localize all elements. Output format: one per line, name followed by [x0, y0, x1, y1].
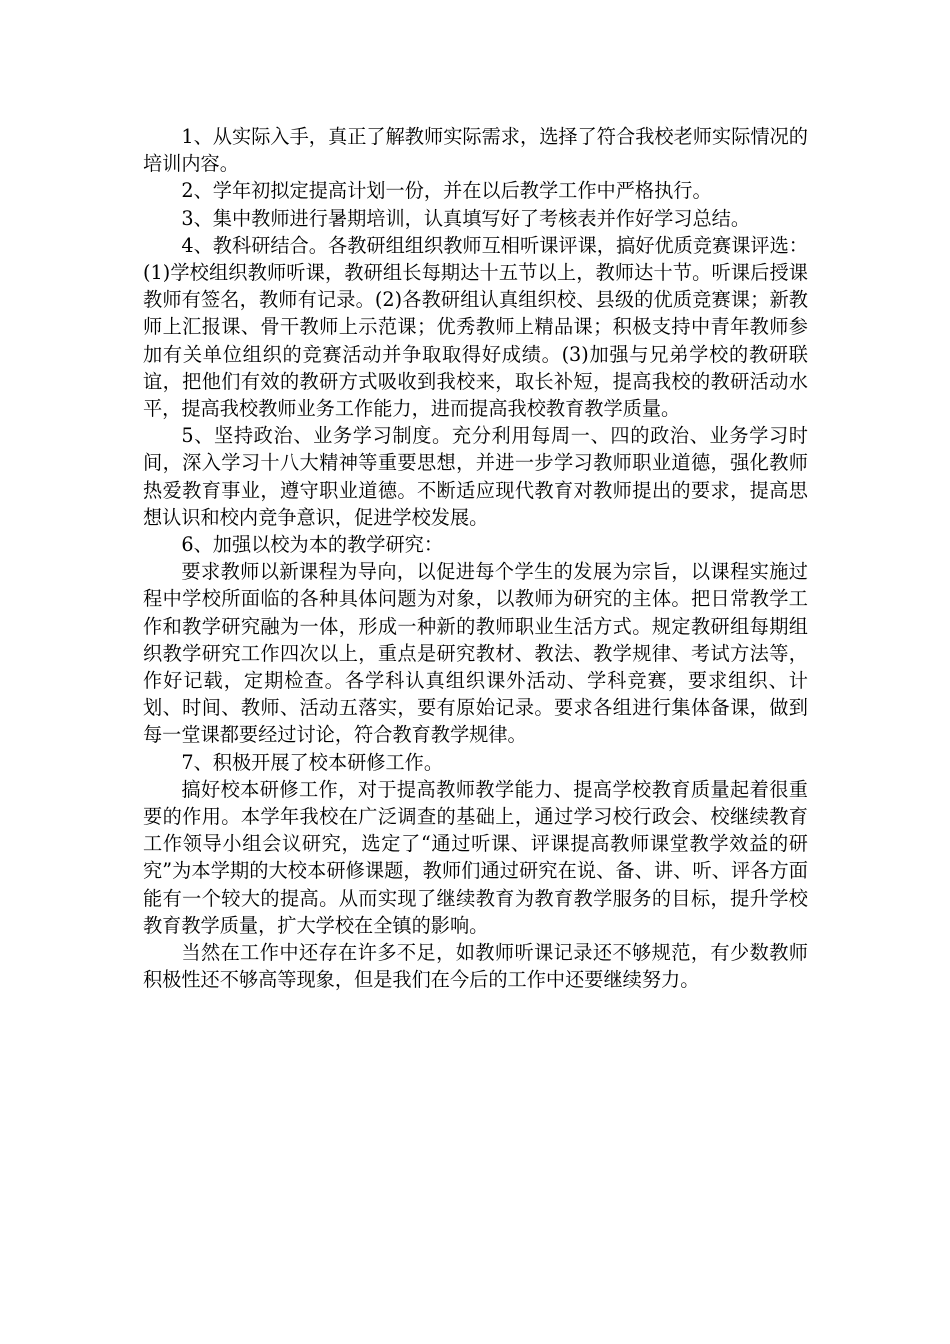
paragraph-3: 3、集中教师进行暑期培训，认真填写好了考核表并作好学习总结。	[181, 206, 751, 230]
paragraph-7: 要求教师以新课程为导向，以促进每个学生的发展为宗旨，以课程实施过程中学校所面临的各种具体问题为对象，以教师为研究的主体。把日常教学工作和教学研究融为一体，形成一种新的教师职业生活方式。规定教研组每期组织教学研究工作四次以上，重点是研究教材、教法、教学规律、考试方法等，作好记载，定期检查。各学科认真组织课外活动、学科竞赛，要求组织、计划、时间、教师、活动五落实，要有原始记录。要求各组进行集体备课，做到每一堂课都要经过讨论，符合教育教学规律。	[143, 560, 808, 747]
paragraph-10: 当然在工作中还存在许多不足，如教师听课记录还不够规范，有少数教师积极性还不够高等现象，但是我们在今后的工作中还要继续努力。	[143, 941, 808, 992]
paragraph-8: 7、积极开展了校本研修工作。	[181, 750, 444, 774]
paragraph-9: 搞好校本研修工作，对于提高教师教学能力、提高学校教育质量起着很重要的作用。本学年我校在广泛调查的基础上，通过学习校行政会、校继续教育工作领导小组会议研究，选定了“通过听课、评课提高教师课堂教学效益的研究”为本学期的大校本研修课题，教师们通过研究在说、备、讲、听、评各方面能有一个较大的提高。从而实现了继续教育为教育教学服务的目标，提升学校教育教学质量，扩大学校在全镇的影响。	[143, 777, 808, 937]
paragraph-1: 1、从实际入手，真正了解教师实际需求，选择了符合我校老师实际情况的培训内容。	[143, 125, 808, 176]
document-body	[143, 123, 808, 994]
paragraph-6: 6、加强以校为本的教学研究：	[181, 533, 444, 557]
paragraph-2: 2、学年初拟定提高计划一份，并在以后教学工作中严格执行。	[181, 179, 712, 203]
paragraph-4: 4、教科研结合。各教研组组织教师互相听课评课，搞好优质竞赛课评选：(1)学校组织教师听课，教研组长每期达十五节以上，教师达十节。听课后授课教师有签名，教师有记录。(2)各教研组认真组织校、县级的优质竞赛课；新教师上汇报课、骨干教师上示范课；优秀教师上精品课；积极支持中青年教师参加有关单位组织的竞赛活动并争取取得好成绩。(3)加强与兄弟学校的教研联谊，把他们有效的教研方式吸收到我校来，取长补短，提高我校的教研活动水平，提高我校教师业务工作能力，进而提高我校教育教学质量。	[143, 233, 808, 421]
paragraph-5: 5、坚持政治、业务学习制度。充分利用每周一、四的政治、业务学习时间，深入学习十八大精神等重要思想，并进一步学习教师职业道德，强化教师热爱教育事业，遵守职业道德。不断适应现代教育对教师提出的要求，提高思想认识和校内竞争意识，促进学校发展。	[143, 424, 808, 529]
